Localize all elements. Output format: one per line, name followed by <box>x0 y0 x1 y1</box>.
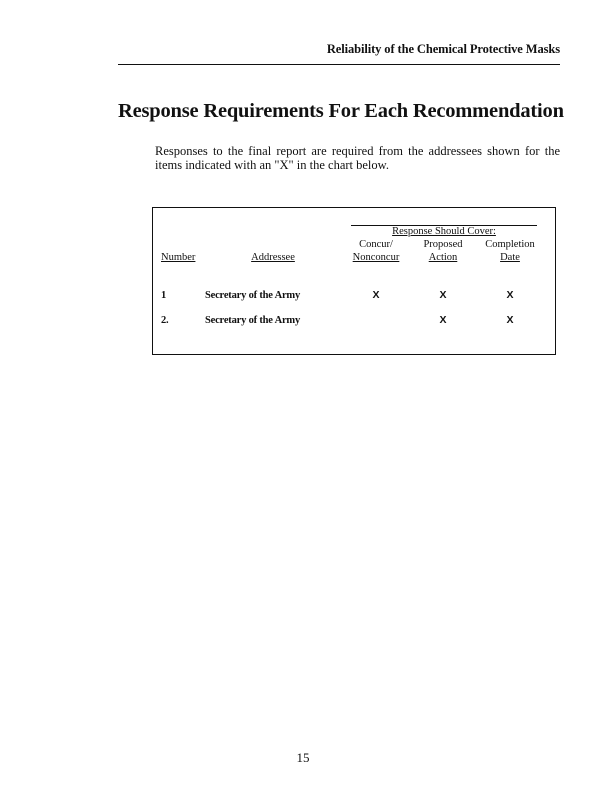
running-header: Reliability of the Chemical Protective Masks <box>326 42 560 56</box>
row-addressee: Secretary of the Army <box>205 290 301 301</box>
completion-header-line1: Completion <box>485 239 535 250</box>
header-rule <box>118 64 560 65</box>
intro-paragraph: Responses to the final report are required from the addressees shown for the items indicated with an "X" in the chart below. <box>155 144 560 172</box>
response-group-label: Response Should Cover: <box>351 225 537 237</box>
proposed-header-line2: Action <box>428 252 458 263</box>
completion-header-line2: Date <box>500 252 520 263</box>
row-proposed-mark: X <box>439 314 447 326</box>
row-addressee: Secretary of the Army <box>205 315 301 326</box>
number-header: Number <box>161 252 196 263</box>
row-completion-mark: X <box>506 289 514 301</box>
page-title: Response Requirements For Each Recommendation <box>118 100 564 122</box>
response-chart <box>152 207 556 355</box>
row-number: 1 <box>161 290 167 301</box>
concur-header-line2: Nonconcur <box>352 252 400 263</box>
row-completion-mark: X <box>506 314 514 326</box>
page-number: 15 <box>296 750 310 765</box>
addressee-header: Addressee <box>251 252 295 263</box>
row-concur-mark: X <box>372 289 380 301</box>
concur-header-line1: Concur/ <box>359 239 393 250</box>
proposed-header-line1: Proposed <box>423 239 463 250</box>
row-proposed-mark: X <box>439 289 447 301</box>
row-number: 2. <box>161 315 169 326</box>
